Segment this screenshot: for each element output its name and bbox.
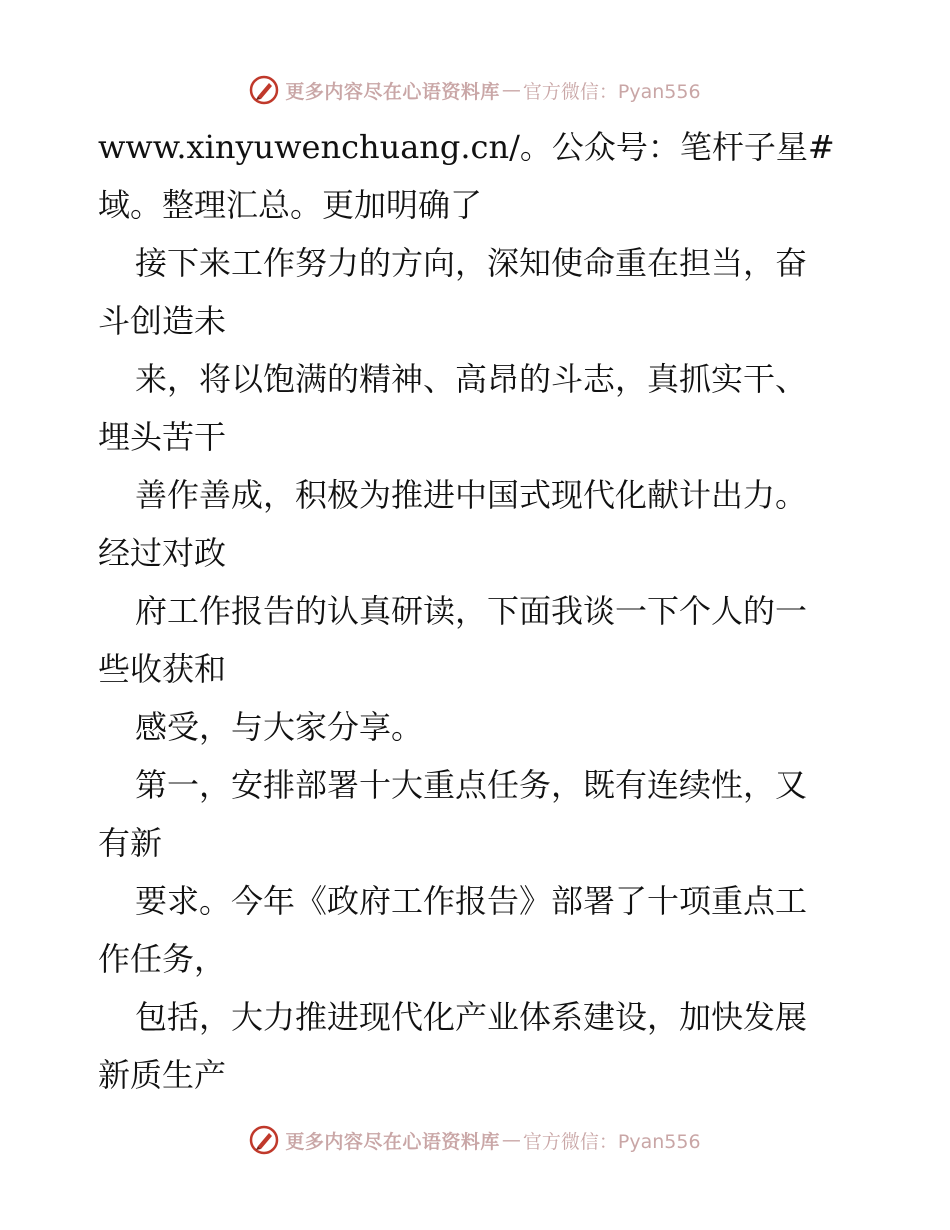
footer-wechat-text: 官方微信：Pyan556: [522, 1130, 701, 1153]
body-line: 有新: [98, 824, 163, 862]
body-line: 要求。今年《政府工作报告》部署了十项重点工: [135, 882, 808, 920]
footer-separator: —: [501, 1129, 521, 1151]
body-line: 第一，安排部署十大重点任务，既有连续性，又: [135, 766, 808, 804]
body-line: 域。整理汇总。更加明确了: [98, 186, 483, 224]
header-brand-text: 更多内容尽在心语资料库: [285, 80, 500, 103]
body-line: 接下来工作努力的方向，深知使命重在担当，奋: [135, 244, 808, 282]
body-line: 包括，大力推进现代化产业体系建设，加快发展: [135, 998, 808, 1036]
footer-brand-text: 更多内容尽在心语资料库: [285, 1130, 500, 1153]
footer-banner: [0, 1120, 950, 1160]
body-line: 善作善成，积极为推进中国式现代化献计出力。: [135, 476, 808, 514]
pen-logo-icon: [249, 75, 279, 105]
body-line: 些收获和: [98, 650, 227, 688]
body-line: 斗创造未: [98, 302, 227, 340]
pen-logo-icon: [249, 1125, 279, 1155]
body-line: 来，将以饱满的精神、高昂的斗志，真抓实干、: [135, 360, 808, 398]
document-body: [98, 118, 858, 1104]
header-banner: [0, 70, 950, 110]
header-wechat-text: 官方微信：Pyan556: [522, 80, 701, 103]
body-line: 经过对政: [98, 534, 227, 572]
body-line: 新质生产: [98, 1056, 227, 1094]
body-line: www.xinyuwenchuang.cn/。公众号：笔杆子星#: [98, 128, 835, 166]
header-separator: —: [501, 79, 521, 101]
body-line: 作任务，: [98, 940, 227, 978]
body-line: 埋头苦干: [98, 418, 227, 456]
body-line: 府工作报告的认真研读，下面我谈一下个人的一: [135, 592, 808, 630]
body-line: 感受，与大家分享。: [135, 708, 424, 746]
